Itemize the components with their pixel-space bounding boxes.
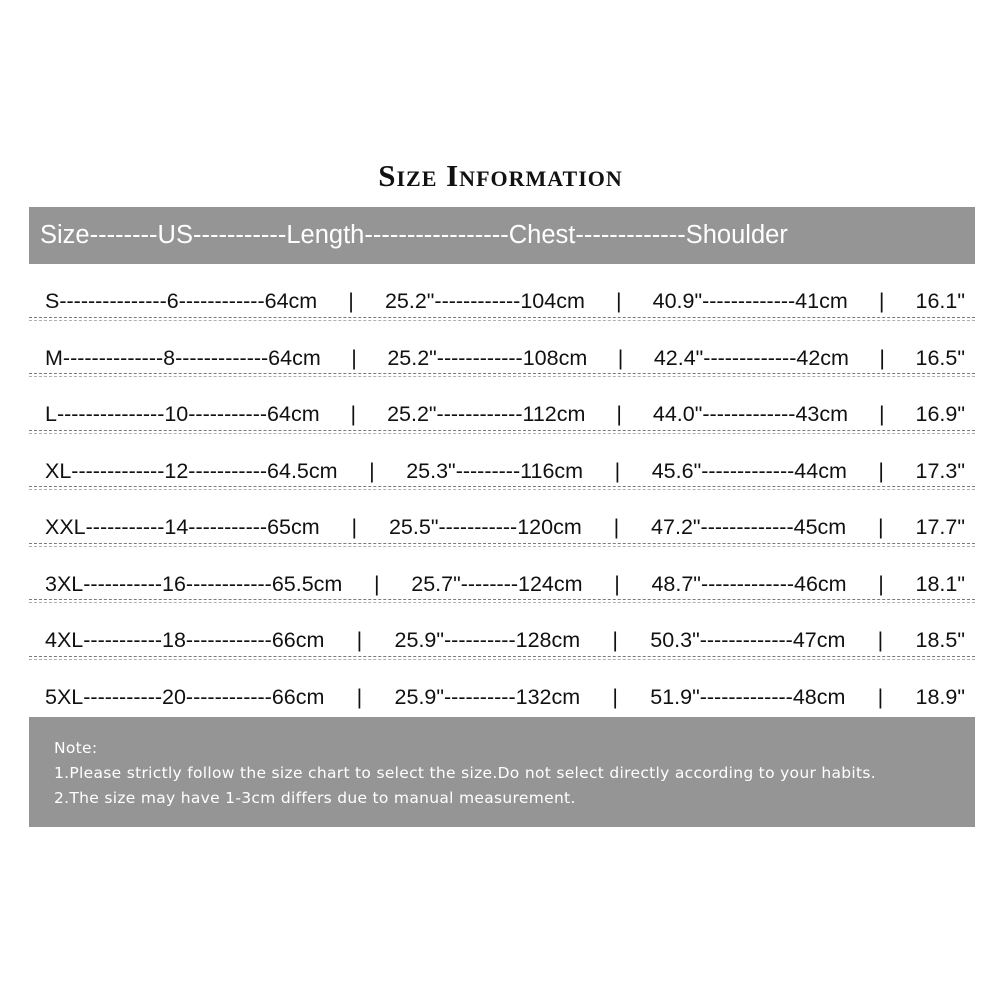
- row-text: 3XL-----------16------------65.5cm | 25.7"--------124cm | 48.7"-------------46cm | 18.1": [45, 571, 965, 596]
- note-heading: Note:: [54, 739, 98, 757]
- row-text: 4XL-----------18------------66cm | 25.9"----------128cm | 50.3"-------------47cm | 18.5": [45, 628, 965, 652]
- table-row: [29, 603, 975, 660]
- row-text: 5XL-----------20------------66cm | 25.9"----------132cm | 51.9"-------------48cm | 18.9": [45, 684, 965, 709]
- table-header: Size--------US-----------Length-----------------Chest-------------Shoulder: [29, 207, 975, 264]
- row-text: XL-------------12-----------64.5cm | 25.3"---------116cm | 45.6"-------------44cm | 17.3": [45, 458, 965, 483]
- table-row: [29, 264, 975, 321]
- row-text: M--------------8-------------64cm | 25.2"------------108cm | 42.4"-------------42cm | 16.5": [45, 345, 965, 370]
- note-line-2: 2.The size may have 1-3cm differs due to manual measurement.: [54, 789, 576, 807]
- size-table: [29, 264, 975, 716]
- row-divider: [29, 543, 975, 544]
- row-divider: [29, 486, 975, 487]
- table-row: [29, 377, 975, 434]
- page-title: Size Information: [378, 158, 623, 193]
- row-text: S---------------6------------64cm | 25.2"------------104cm | 40.9"-------------41cm | 16.1": [45, 289, 965, 313]
- table-row: [29, 490, 975, 547]
- table-row: [29, 321, 975, 378]
- row-divider: [29, 430, 975, 431]
- note-line-1: 1.Please strictly follow the size chart to select the size.Do not select directly according to your habits.: [54, 764, 877, 782]
- row-divider: [29, 373, 975, 374]
- table-row: [29, 547, 975, 604]
- row-text: XXL-----------14-----------65cm | 25.5"-----------120cm | 47.2"-------------45cm | 17.7": [45, 515, 965, 539]
- table-row: [29, 434, 975, 491]
- row-divider: [29, 317, 975, 318]
- row-divider: [29, 599, 975, 600]
- row-divider: [29, 656, 975, 657]
- table-row: [29, 660, 975, 717]
- row-text: L---------------10-----------64cm | 25.2"------------112cm | 44.0"-------------43cm | 16.9": [45, 402, 965, 426]
- note-box: [29, 717, 975, 827]
